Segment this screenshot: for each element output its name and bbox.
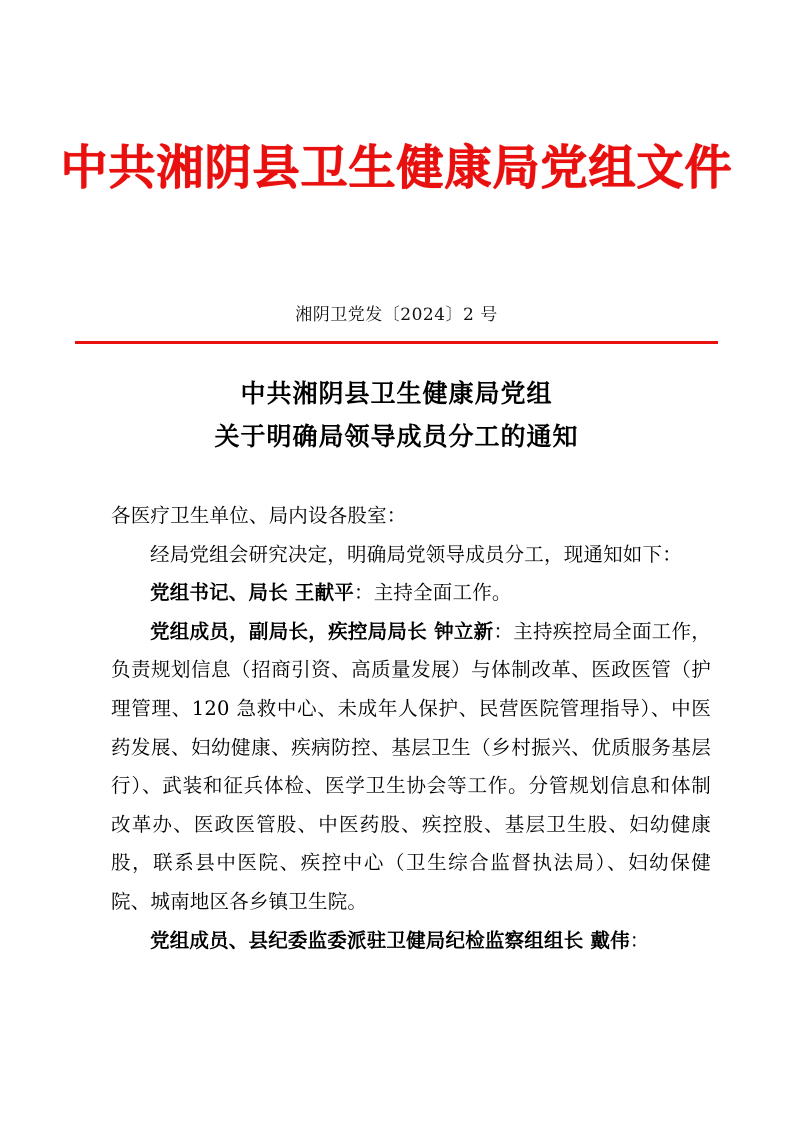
salutation-paragraph: 各医疗卫生单位、局内设各股室： [111, 504, 407, 527]
assignment-duty-2: ：主持疾控局全面工作，负责规划信息（招商引资、高质量发展）与体制改革、医政医管（护理管理、120 急救中心、未成年人保护、民营医院管理指导）、中医药发展、妇幼健康、疾病防控、基层卫生（乡村振兴、优质服务基层行）、武装和征兵体检、医学卫生协会等工作。分管规划信息和体制改革办、医政医管股、中医药股、疾控股、基层卫生股、妇幼健康股，联系县中医院、疾控中心（卫生综合监督执法局）、妇幼保健院、城南地区各乡镇卫生院。 [111, 619, 711, 914]
document-header [0, 140, 793, 199]
assignment-item-2 [111, 613, 711, 922]
document-number: 湘阴卫党发〔2024〕2 号 [295, 305, 498, 325]
document-header-title: 中共湘阴县卫生健康局党组文件 [60, 141, 733, 196]
red-divider-rule [75, 341, 718, 344]
document-title-line-1: 中共湘阴县卫生健康局党组 [240, 379, 553, 408]
assignment-duty-3: ： [629, 928, 650, 952]
assignment-role-1: 党组书记、局长 王献平 [150, 581, 354, 605]
assignment-item-1 [111, 574, 711, 613]
document-body [111, 497, 711, 960]
intro-paragraph: 经局党组会研究决定，明确局党领导成员分工，现通知如下： [150, 542, 682, 566]
assignment-item-3 [111, 922, 711, 961]
assignment-role-2: 党组成员，副局长，疾控局局长 钟立新 [150, 619, 494, 643]
assignment-duty-1: ：主持全面工作。 [354, 581, 512, 605]
assignment-role-3: 党组成员、县纪委监委派驻卫健局纪检监察组组长 戴伟 [150, 928, 630, 952]
document-title-block [0, 372, 793, 458]
document-title-line-2: 关于明确局领导成员分工的通知 [214, 422, 579, 451]
